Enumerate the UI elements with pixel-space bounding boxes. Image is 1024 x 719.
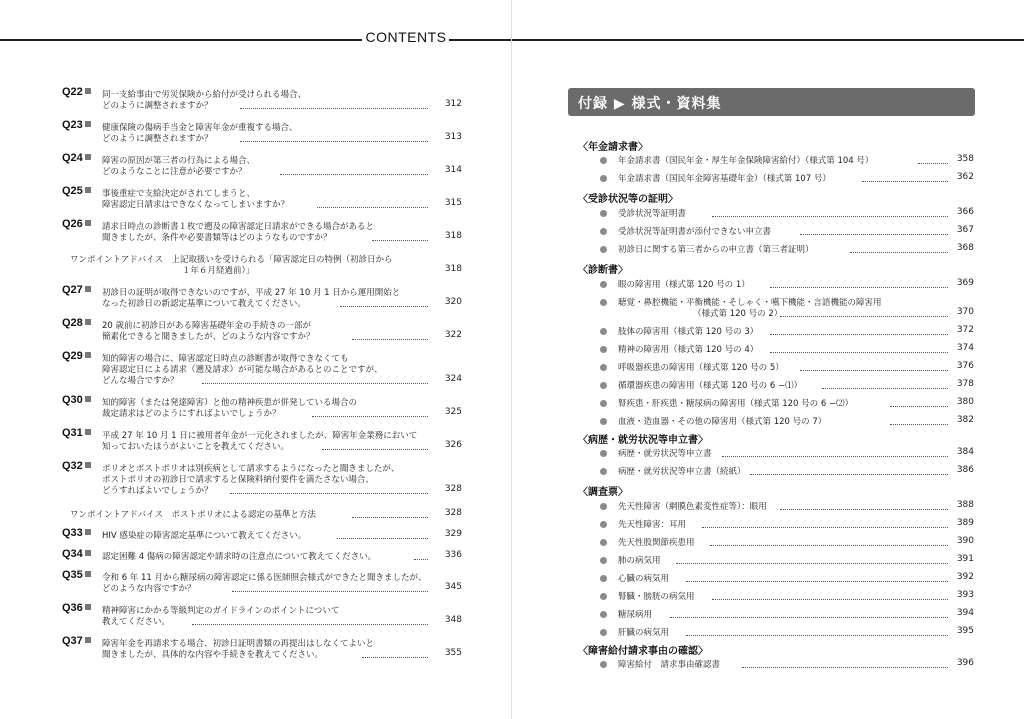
qa-entry-q25[interactable] [62,185,462,219]
leader-dots [414,559,428,560]
page-number: 366 [956,207,974,217]
bullet-icon [600,593,607,600]
appendix-item[interactable] [600,571,974,587]
appendix-item[interactable] [600,535,974,551]
question-number: Q33 [62,527,91,539]
leader-dots [890,406,948,407]
question-text: 教えてください。 [102,617,171,627]
appendix-item-label: 肺の病気用 [618,556,661,566]
bullet-icon [600,557,607,564]
leader-dots [192,624,428,625]
question-number: Q35 [62,569,91,581]
page-number: 329 [444,529,462,539]
leader-dots [352,339,428,340]
question-text: どんな場合ですか？ [102,376,179,386]
leader-dots [822,388,948,389]
appendix-item-label: 先天性障害（網膜色素変性症等）：眼用 [618,502,767,512]
question-number: Q34 [62,548,91,560]
question-number: Q37 [62,635,91,647]
question-number: Q36 [62,602,91,614]
qa-entry-q28[interactable] [62,317,462,351]
appendix-item-label: 病歴・就労状況等申立書（続紙） [618,467,746,477]
qa-entry-q32[interactable] [62,460,462,504]
question-number: Q28 [62,317,91,329]
appendix-item[interactable] [600,224,974,240]
bullet-icon [600,539,607,546]
page-number: 384 [956,447,974,457]
question-text: 知っておいたほうがよいことを教えてください。 [102,442,290,452]
appendix-item-label: 腎疾患・肝疾患・糖尿病の障害用（様式第 120 号の 6 −⑵） [618,399,854,409]
bullet-icon [600,364,607,371]
appendix-item-label: 肝臓の病気用 [618,628,670,638]
leader-dots [202,383,428,384]
question-number: Q30 [62,394,91,406]
qa-entry-q33[interactable] [62,527,462,545]
question-text: HIV 感染症の障害認定基準について教えてください。 [102,531,307,541]
appendix-banner-title: 付録 ▶ 様式・資料集 [578,96,722,112]
bullet-icon [600,210,607,217]
page-number: 362 [956,172,974,182]
appendix-item[interactable] [600,342,974,358]
bullet-icon [600,400,607,407]
leader-dots [710,545,948,546]
leader-dots [232,591,428,592]
leader-dots [230,493,428,494]
question-number: Q25 [62,185,91,197]
question-text: 同一支給事由で労災保険から給付が受けられる場合、 [102,90,307,100]
advice-text: １年６月経過前）」 [182,266,255,276]
bullet-icon [600,157,607,164]
bullet-icon [600,175,607,182]
leader-dots [676,563,948,564]
question-number: Q26 [62,218,91,230]
page-number: 380 [956,397,974,407]
question-text: どのようなことに注意が必要ですか？ [102,167,247,177]
leader-dots [317,207,428,208]
question-number: Q32 [62,460,91,472]
question-number: Q29 [62,350,91,362]
section-heading: 〈障害給付請求事由の確認〉 [578,646,708,657]
question-text: 障害認定日請求はできなくなってしまいますか？ [102,200,290,210]
qa-entry-q34[interactable] [62,548,462,566]
question-text: 請求日時点の診断書１枚で遡及の障害認定日請求ができる場合があると [102,222,375,232]
leader-dots [686,635,948,636]
appendix-item[interactable] [600,657,974,673]
appendix-item[interactable] [600,553,974,569]
question-number: Q24 [62,152,91,164]
qa-entry-q35[interactable] [62,569,462,603]
header-rule [512,39,1024,41]
leader-dots [862,181,948,182]
appendix-item[interactable] [600,607,974,623]
bullet-icon [600,629,607,636]
qa-entry-q30[interactable] [62,394,462,428]
question-text: 認定困難 4 傷病の障害認定や請求時の注意点について教えてください。 [102,552,377,562]
appendix-item-label: 血液・造血器・その他の障害用（様式第 120 号の 7） [618,417,827,427]
bullet-icon [600,382,607,389]
page-number: 369 [956,278,974,288]
bullet-icon [600,503,607,510]
appendix-item-label: 呼吸器疾患の障害用（様式第 120 号の 5） [618,363,784,373]
leader-dots [372,240,428,241]
appendix-item[interactable] [600,464,974,480]
question-text: どのような内容ですか？ [102,584,196,594]
section-heading: 〈調査票〉 [578,487,628,498]
question-number: Q27 [62,284,91,296]
page-number: 336 [444,550,462,560]
appendix-item[interactable] [600,360,974,376]
qa-entry-advice-2[interactable] [62,506,462,524]
right-page [512,0,1024,719]
question-text: どのように調整されますか？ [102,101,213,111]
page-number: 389 [956,518,974,528]
page-number: 395 [956,626,974,636]
question-text: 20 歳前に初診日がある障害基礎年金の手続きの一部が [102,321,312,331]
question-number: Q22 [62,86,91,98]
appendix-item-label: 心臓の病気用 [618,574,670,584]
appendix-item-label: 病歴・就労状況等申立書 [618,449,712,459]
header-rule-right [449,39,512,41]
question-text: 精神障害にかかる等級判定のガイドラインのポイントについて [102,606,340,616]
bullet-icon [600,281,607,288]
page-number: 394 [956,608,974,618]
page-number: 392 [956,572,974,582]
question-text: 聞きましたが、条件や必要書類等はどのようなものですか？ [102,233,332,243]
section-heading: 〈年金請求書〉 [578,142,648,153]
qa-entry-q37[interactable] [62,635,462,669]
appendix-item[interactable] [600,153,974,169]
section-heading: 〈診断書〉 [578,265,628,276]
question-text: 簡素化できると聞きましたが、どのような内容ですか？ [102,332,315,342]
qa-entry-q22[interactable] [62,86,462,120]
page-number: 386 [956,465,974,475]
appendix-item[interactable] [600,414,974,430]
question-text: 平成 27 年 10 月 1 日に被用者年金が一元化されましたが、障害年金業務において [102,431,418,441]
page-number: 318 [444,264,462,274]
page-number: 374 [956,343,974,353]
leader-dots [742,667,948,668]
section-heading: 〈病歴・就労状況等申立書〉 [578,435,708,446]
appendix-item-label: 障害給付 請求事由確認書 [618,660,721,670]
appendix-item[interactable] [600,396,974,412]
leader-dots [322,449,428,450]
appendix-item[interactable] [600,625,974,641]
page-number: 348 [444,615,462,625]
leader-dots [722,456,948,457]
question-text: 事後重症で支給決定がされてしまうと、 [102,189,256,199]
page-number: 313 [444,132,462,142]
page-number: 355 [444,648,462,658]
leader-dots [337,538,428,539]
bullet-icon [600,661,607,668]
leader-dots [240,108,428,109]
page-number: 368 [956,243,974,253]
page-number: 367 [956,225,974,235]
appendix-item[interactable] [600,171,974,187]
page-number: 396 [956,658,974,668]
leader-dots [750,474,948,475]
appendix-item-label: 腎臓・膀胱の病気用 [618,592,695,602]
leader-dots [702,527,948,528]
appendix-item[interactable] [600,324,974,340]
advice-text: ワンポイントアドバイス 上記取扱いを受けられる「障害認定日の特例（初診日から [70,255,393,265]
page-number: 328 [444,508,462,518]
qa-entry-q31[interactable] [62,427,462,461]
question-text: 裁定請求はどのようにすればよいでしょうか？ [102,409,281,419]
appendix-banner [568,88,975,116]
page-number: 370 [956,307,974,317]
appendix-item[interactable] [600,277,974,293]
page-number: 318 [444,231,462,241]
page-number: 312 [444,99,462,109]
bullet-icon [600,450,607,457]
page-number: 320 [444,297,462,307]
leader-dots [770,352,948,353]
question-text: 障害認定日による請求（遡及請求）が可能な場合があるとのことですが、 [102,365,383,375]
appendix-item[interactable] [600,378,974,394]
question-text: 知的障害（または発達障害）と他の精神疾患が併発している場合の [102,398,358,408]
bullet-icon [600,346,607,353]
page-number: 324 [444,374,462,384]
bullet-icon [600,246,607,253]
question-number: Q23 [62,119,91,131]
page-number: 358 [956,154,974,164]
question-text: 初診日の証明が取得できないのですが、平成 27 年 10 月 1 日から運用開始と [102,288,401,298]
leader-dots [312,416,428,417]
question-text: 令和 6 年 11 月から糖尿病の障害認定に係る医師照会様式ができたと聞きましたが、 [102,573,427,583]
page-number: 376 [956,361,974,371]
leader-dots [780,316,948,317]
qa-entry-q26[interactable] [62,218,462,252]
bullet-icon [600,468,607,475]
appendix-item[interactable] [600,242,974,258]
page-number: 390 [956,536,974,546]
page-number: 382 [956,415,974,425]
bullet-icon [600,328,607,335]
appendix-item-label: （様式第 120 号の 2） [693,309,783,319]
question-text: 障害の原因が第三者の行為による場合、 [102,156,256,166]
qa-entry-advice-1[interactable] [62,251,462,285]
question-number: Q31 [62,427,91,439]
leader-dots [800,370,948,371]
appendix-item[interactable] [600,589,974,605]
appendix-item-label: 肢体の障害用（様式第 120 号の 3） [618,327,759,337]
leader-dots [780,509,948,510]
qa-entry-q29[interactable] [62,350,462,394]
page-number: 322 [444,330,462,340]
page-number: 328 [444,484,462,494]
appendix-item-label: 精神の障害用（様式第 120 号の 4） [618,345,759,355]
leader-dots [670,617,948,618]
page-number: 325 [444,407,462,417]
appendix-item-label: 先天性股関節疾患用 [618,538,695,548]
leader-dots [918,163,948,164]
contents-title: CONTENTS [365,29,447,45]
leader-dots [800,234,948,235]
leader-dots [352,517,428,518]
page-number: 388 [956,500,974,510]
question-text: どのように調整されますか？ [102,134,213,144]
appendix-item-label: 年金請求書（国民年金障害基礎年金）（様式第 107 号） [618,174,831,184]
question-text: 知的障害の場合に、障害認定日時点の診断書が取得できなくても [102,354,349,364]
bullet-icon [600,228,607,235]
leader-dots [890,424,948,425]
section-heading: 〈受診状況等の証明〉 [578,194,678,205]
bullet-icon [600,418,607,425]
page-number: 314 [444,165,462,175]
header-rule-left [0,39,362,41]
leader-dots [712,599,948,600]
page-number: 372 [956,325,974,335]
qa-entry-q36[interactable] [62,602,462,636]
question-text: ポストポリオの初診日で請求すると保険料納付要件を満たさない場合、 [102,475,374,485]
appendix-item-label: 初診日に関する第三者からの申立書（第三者証明） [618,245,814,255]
advice-text: ワンポイントアドバイス ポストポリオによる認定の基準と方法 [70,510,316,520]
question-text: 健康保険の傷病手当金と障害年金が重複する場合、 [102,123,298,133]
appendix-item[interactable] [600,446,974,462]
appendix-item-label: 眼の障害用（様式第 120 号の 1） [618,280,750,290]
appendix-item[interactable] [600,499,974,515]
appendix-item-label: 聴覚・鼻腔機能・平衡機能・そしゃく・嚥下機能・言語機能の障害用 [618,298,882,308]
bullet-icon [600,521,607,528]
page-number: 345 [444,582,462,592]
appendix-item-label: 循環器疾患の障害用（様式第 120 号の 6 −⑴） [618,381,803,391]
leader-dots [770,287,948,288]
appendix-item[interactable] [600,295,974,323]
appendix-item-label: 受診状況等証明書 [618,209,687,219]
page-number: 326 [444,440,462,450]
leader-dots [686,581,948,582]
leader-dots [280,174,428,175]
qa-entry-q24[interactable] [62,152,462,186]
appendix-item-label: 年金請求書（国民年金・厚生年金保険障害給付）（様式第 104 号） [618,156,874,166]
question-text: 障害年金を再請求する場合、初診日証明書類の再提出はしなくてよいと [102,639,375,649]
bullet-icon [600,575,607,582]
leader-dots [362,657,428,658]
appendix-item[interactable] [600,206,974,222]
bullet-icon [600,611,607,618]
appendix-item-label: 糖尿病用 [618,610,653,620]
page-number: 393 [956,590,974,600]
bullet-icon [600,299,607,306]
qa-entry-q27[interactable] [62,284,462,318]
question-text: なった初診日の新認定基準について教えてください。 [102,299,306,309]
page-number: 391 [956,554,974,564]
appendix-item-label: 受診状況等証明書が添付できない申立書 [618,227,772,237]
appendix-item[interactable] [600,517,974,533]
qa-entry-q23[interactable] [62,119,462,153]
question-text: ポリオとポストポリオは別疾病として請求するようになったと聞きましたが、 [102,464,400,474]
question-text: 聞きましたが、具体的な内容や手続きを教えてください。 [102,650,324,660]
page-number: 378 [956,379,974,389]
appendix-item-label: 先天性障害：耳用 [618,520,687,530]
leader-dots [712,216,948,217]
page-number: 315 [444,198,462,208]
leader-dots [770,334,948,335]
question-text: どうすればよいでしょうか？ [102,486,213,496]
leader-dots [850,252,948,253]
leader-dots [240,141,428,142]
leader-dots [340,306,428,307]
